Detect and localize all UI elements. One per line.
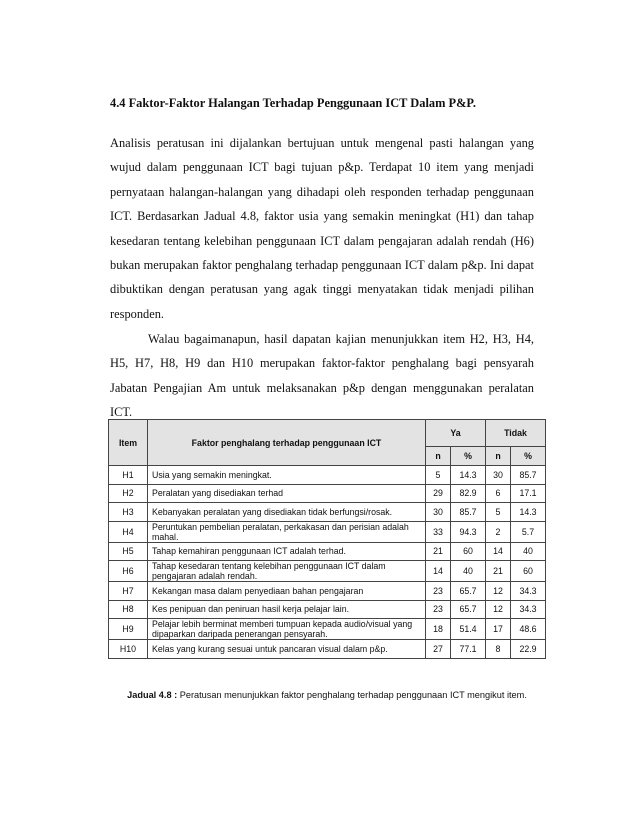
row-tidak-n: 14: [486, 542, 511, 561]
row-description: Tahap kemahiran penggunaan ICT adalah terhad.: [148, 542, 426, 561]
row-tidak-n: 2: [486, 521, 511, 542]
row-code: H7: [109, 582, 148, 601]
row-ya-pct: 65.7: [451, 582, 486, 601]
row-tidak-n: 12: [486, 600, 511, 619]
row-tidak-pct: 34.3: [511, 582, 546, 601]
row-description: Kes penipuan dan peniruan hasil kerja pelajar lain.: [148, 600, 426, 619]
barriers-table: [108, 419, 546, 659]
row-code: H8: [109, 600, 148, 619]
row-tidak-n: 30: [486, 466, 511, 485]
row-tidak-n: 8: [486, 640, 511, 659]
row-description: Pelajar lebih berminat memberi tumpuan kepada audio/visual yang dipaparkan daripada penerangan pensyarah.: [148, 619, 426, 640]
row-tidak-n: 17: [486, 619, 511, 640]
row-ya-pct: 40: [451, 561, 486, 582]
header-tidak: Tidak: [486, 420, 546, 447]
row-tidak-n: 5: [486, 503, 511, 522]
table-row: [109, 521, 546, 542]
row-ya-n: 18: [426, 619, 451, 640]
row-tidak-pct: 5.7: [511, 521, 546, 542]
row-ya-n: 14: [426, 561, 451, 582]
row-ya-n: 27: [426, 640, 451, 659]
row-tidak-pct: 85.7: [511, 466, 546, 485]
row-description: Peruntukan pembelian peralatan, perkakasan dan perisian adalah mahal.: [148, 521, 426, 542]
table-row: [109, 600, 546, 619]
row-tidak-pct: 17.1: [511, 484, 546, 503]
caption-text: Peratusan menunjukkan faktor penghalang terhadap penggunaan ICT mengikut item.: [177, 690, 527, 700]
row-code: H10: [109, 640, 148, 659]
row-ya-pct: 14.3: [451, 466, 486, 485]
table-row: [109, 561, 546, 582]
header-faktor: Faktor penghalang terhadap penggunaan ICT: [148, 420, 426, 466]
table-row: [109, 640, 546, 659]
row-tidak-pct: 14.3: [511, 503, 546, 522]
header-ya-n: n: [426, 447, 451, 466]
row-description: Tahap kesedaran tentang kelebihan penggunaan ICT dalam pengajaran adalah rendah.: [148, 561, 426, 582]
paragraph-2: Walau bagaimanapun, hasil dapatan kajian menunjukkan item H2, H3, H4, H5, H7, H8, H9 dan H10 merupakan faktor-faktor penghalang bagi pensyarah Jabatan Pengajian Am untuk melaksanakan p&p dengan menggunakan peralatan ICT.: [110, 332, 534, 420]
row-ya-pct: 51.4: [451, 619, 486, 640]
row-code: H2: [109, 484, 148, 503]
header-ya: Ya: [426, 420, 486, 447]
row-code: H9: [109, 619, 148, 640]
row-tidak-n: 12: [486, 582, 511, 601]
header-tidak-n: n: [486, 447, 511, 466]
row-description: Kebanyakan peralatan yang disediakan tidak berfungsi/rosak.: [148, 503, 426, 522]
row-tidak-pct: 34.3: [511, 600, 546, 619]
row-ya-pct: 60: [451, 542, 486, 561]
table-row: [109, 542, 546, 561]
row-code: H1: [109, 466, 148, 485]
row-tidak-pct: 22.9: [511, 640, 546, 659]
row-description: Peralatan yang disediakan terhad: [148, 484, 426, 503]
table-row: [109, 503, 546, 522]
row-description: Kelas yang kurang sesuai untuk pancaran visual dalam p&p.: [148, 640, 426, 659]
row-code: H6: [109, 561, 148, 582]
row-ya-n: 21: [426, 542, 451, 561]
section-heading: 4.4 Faktor-Faktor Halangan Terhadap Penggunaan ICT Dalam P&P.: [110, 96, 476, 110]
row-ya-pct: 65.7: [451, 600, 486, 619]
row-code: H4: [109, 521, 148, 542]
row-ya-pct: 85.7: [451, 503, 486, 522]
row-code: H5: [109, 542, 148, 561]
row-tidak-n: 6: [486, 484, 511, 503]
table-row: [109, 619, 546, 640]
row-ya-n: 23: [426, 582, 451, 601]
row-tidak-n: 21: [486, 561, 511, 582]
table-row: [109, 484, 546, 503]
header-item: Item: [109, 420, 148, 466]
table-caption: [108, 689, 546, 702]
row-code: H3: [109, 503, 148, 522]
row-ya-pct: 94.3: [451, 521, 486, 542]
header-tidak-pct: %: [511, 447, 546, 466]
table-row: [109, 582, 546, 601]
row-ya-n: 30: [426, 503, 451, 522]
row-ya-n: 23: [426, 600, 451, 619]
header-ya-pct: %: [451, 447, 486, 466]
row-ya-pct: 82.9: [451, 484, 486, 503]
row-ya-pct: 77.1: [451, 640, 486, 659]
row-tidak-pct: 60: [511, 561, 546, 582]
row-description: Usia yang semakin meningkat.: [148, 466, 426, 485]
table-row: [109, 466, 546, 485]
row-description: Kekangan masa dalam penyediaan bahan pengajaran: [148, 582, 426, 601]
row-tidak-pct: 48.6: [511, 619, 546, 640]
row-ya-n: 29: [426, 484, 451, 503]
row-ya-n: 33: [426, 521, 451, 542]
row-tidak-pct: 40: [511, 542, 546, 561]
caption-label: Jadual 4.8 :: [127, 690, 178, 700]
row-ya-n: 5: [426, 466, 451, 485]
paragraph-1: Analisis peratusan ini dijalankan bertujuan untuk mengenal pasti halangan yang wujud dalam penggunaan ICT bagi tujuan p&p. Terdapat 10 item yang menjadi pernyataan halangan-halangan yang dihadapi oleh responden terhadap penggunaan ICT. Berdasarkan Jadual 4.8, faktor usia yang semakin meningkat (H1) dan tahap kesedaran tentang kelebihan penggunaan ICT dalam pengajaran adalah rendah (H6) bukan merupakan faktor penghalang terhadap penggunaan ICT dalam p&p. Ini dapat dibuktikan dengan peratusan yang agak tinggi menyatakan tidak menjadi pilihan responden.: [110, 136, 534, 321]
